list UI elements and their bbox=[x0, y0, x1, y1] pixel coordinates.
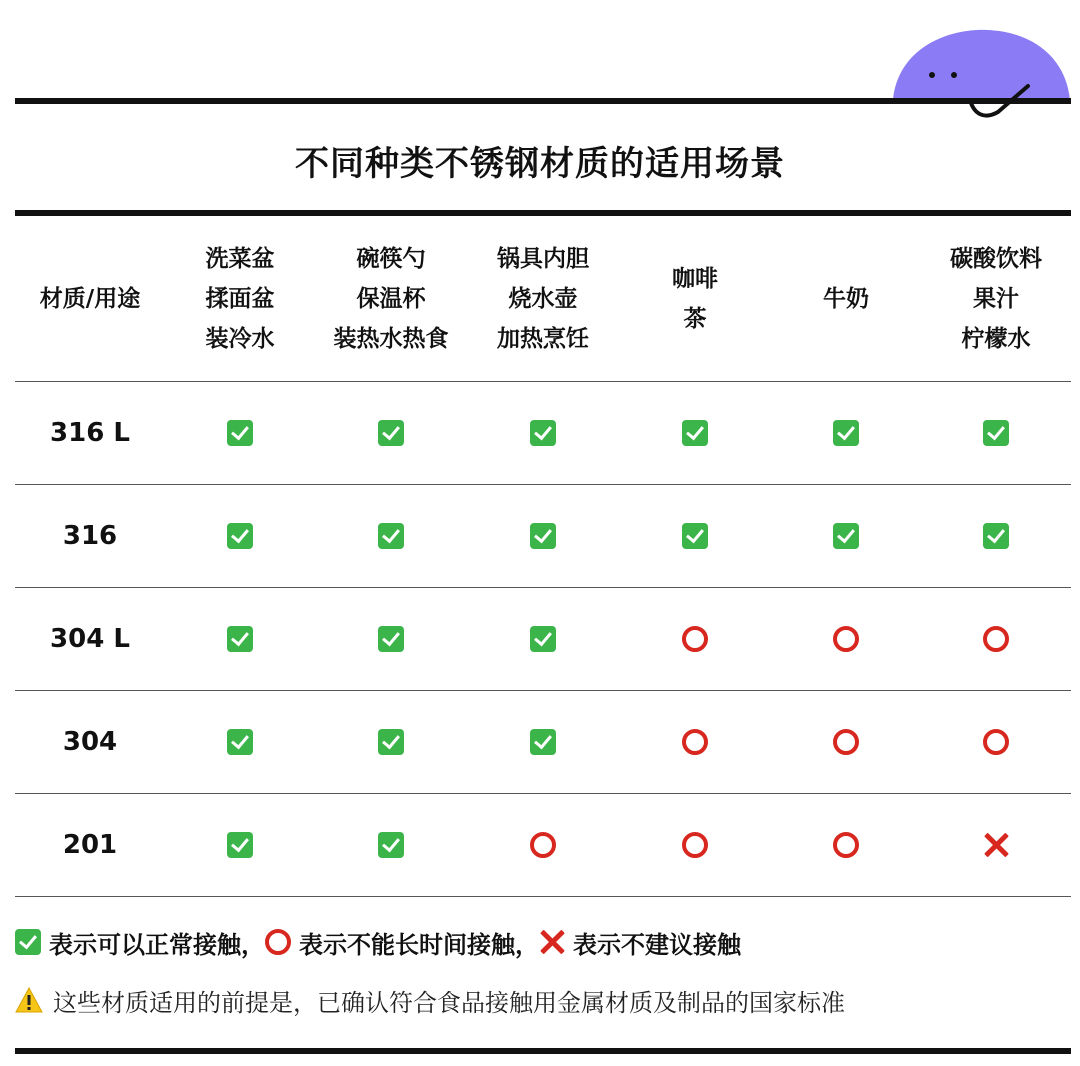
suitability-cell bbox=[921, 485, 1071, 587]
check-icon bbox=[378, 626, 404, 652]
cross-icon bbox=[539, 929, 565, 955]
disclaimer-note bbox=[15, 980, 845, 1020]
suitability-table bbox=[15, 216, 1071, 897]
mascot-icon bbox=[888, 28, 1078, 128]
table-header-row bbox=[15, 216, 1071, 382]
suitability-cell bbox=[467, 485, 619, 587]
suitability-cell bbox=[771, 485, 921, 587]
disclaimer-text: 这些材质适用的前提是，已确认符合食品接触用金属材质及制品的国家标准 bbox=[53, 988, 845, 1017]
suitability-cell bbox=[921, 588, 1071, 690]
table-row bbox=[15, 691, 1071, 794]
check-icon bbox=[833, 523, 859, 549]
check-icon bbox=[530, 420, 556, 446]
legend-circle bbox=[265, 925, 539, 960]
suitability-cell bbox=[619, 691, 771, 793]
circle-icon bbox=[682, 832, 708, 858]
suitability-cell bbox=[771, 588, 921, 690]
legend-ok-text: 表示可以正常接触， bbox=[49, 930, 265, 959]
suitability-cell bbox=[315, 588, 467, 690]
check-icon bbox=[833, 420, 859, 446]
warning-icon bbox=[15, 987, 43, 1013]
suitability-cell bbox=[165, 588, 315, 690]
check-icon bbox=[227, 729, 253, 755]
circle-icon bbox=[530, 832, 556, 858]
legend bbox=[15, 922, 741, 962]
circle-icon bbox=[983, 626, 1009, 652]
header-coffee-tea: 咖啡 茶 bbox=[672, 265, 718, 332]
header-hot-food: 碗筷勺 保温杯 装热水热食 bbox=[333, 245, 449, 352]
check-icon bbox=[378, 523, 404, 549]
circle-icon bbox=[983, 729, 1009, 755]
legend-cross bbox=[539, 925, 741, 960]
header-acidic-drinks: 碳酸饮料 果汁 柠檬水 bbox=[950, 245, 1042, 352]
suitability-cell bbox=[467, 794, 619, 896]
material-label: 316 L bbox=[50, 418, 130, 448]
material-label: 304 bbox=[62, 727, 118, 757]
suitability-cell bbox=[467, 588, 619, 690]
suitability-cell bbox=[771, 691, 921, 793]
check-icon bbox=[227, 523, 253, 549]
page-title: 不同种类不锈钢材质的适用场景 bbox=[295, 144, 785, 184]
circle-icon bbox=[833, 729, 859, 755]
circle-icon bbox=[682, 626, 708, 652]
legend-cross-text: 表示不建议接触 bbox=[573, 930, 741, 959]
check-icon bbox=[227, 832, 253, 858]
top-rule bbox=[15, 98, 1071, 104]
suitability-cell bbox=[921, 794, 1071, 896]
suitability-cell bbox=[165, 382, 315, 484]
check-icon bbox=[227, 626, 253, 652]
check-icon bbox=[15, 929, 41, 955]
suitability-cell bbox=[771, 382, 921, 484]
suitability-cell bbox=[619, 382, 771, 484]
suitability-cell bbox=[921, 382, 1071, 484]
check-icon bbox=[530, 729, 556, 755]
header-cold-water: 洗菜盆 揉面盆 装冷水 bbox=[205, 245, 275, 352]
check-icon bbox=[378, 729, 404, 755]
check-icon bbox=[227, 420, 253, 446]
header-cooking: 锅具内胆 烧水壶 加热烹饪 bbox=[497, 245, 589, 352]
check-icon bbox=[682, 523, 708, 549]
suitability-cell bbox=[467, 382, 619, 484]
table-row bbox=[15, 588, 1071, 691]
check-icon bbox=[378, 832, 404, 858]
suitability-cell bbox=[771, 794, 921, 896]
suitability-cell bbox=[165, 485, 315, 587]
legend-circle-text: 表示不能长时间接触， bbox=[299, 930, 539, 959]
suitability-cell bbox=[315, 382, 467, 484]
header-material: 材质/用途 bbox=[39, 285, 141, 312]
suitability-cell bbox=[315, 691, 467, 793]
circle-icon bbox=[682, 729, 708, 755]
circle-icon bbox=[265, 929, 291, 955]
check-icon bbox=[983, 523, 1009, 549]
material-label: 316 bbox=[62, 521, 118, 551]
check-icon bbox=[983, 420, 1009, 446]
suitability-cell bbox=[619, 588, 771, 690]
check-icon bbox=[378, 420, 404, 446]
suitability-cell bbox=[165, 691, 315, 793]
suitability-cell bbox=[467, 691, 619, 793]
legend-ok bbox=[15, 925, 265, 960]
check-icon bbox=[682, 420, 708, 446]
cross-icon bbox=[983, 832, 1009, 858]
suitability-cell bbox=[921, 691, 1071, 793]
suitability-cell bbox=[619, 794, 771, 896]
material-label: 304 L bbox=[50, 624, 130, 654]
table-row bbox=[15, 382, 1071, 485]
table-row bbox=[15, 485, 1071, 588]
circle-icon bbox=[833, 832, 859, 858]
check-icon bbox=[530, 523, 556, 549]
suitability-cell bbox=[315, 794, 467, 896]
bottom-rule bbox=[15, 1048, 1071, 1054]
suitability-cell bbox=[315, 485, 467, 587]
header-milk: 牛奶 bbox=[823, 285, 869, 312]
circle-icon bbox=[833, 626, 859, 652]
table-row bbox=[15, 794, 1071, 897]
material-label: 201 bbox=[62, 830, 118, 860]
table-body bbox=[15, 382, 1071, 897]
suitability-cell bbox=[165, 794, 315, 896]
check-icon bbox=[530, 626, 556, 652]
suitability-cell bbox=[619, 485, 771, 587]
